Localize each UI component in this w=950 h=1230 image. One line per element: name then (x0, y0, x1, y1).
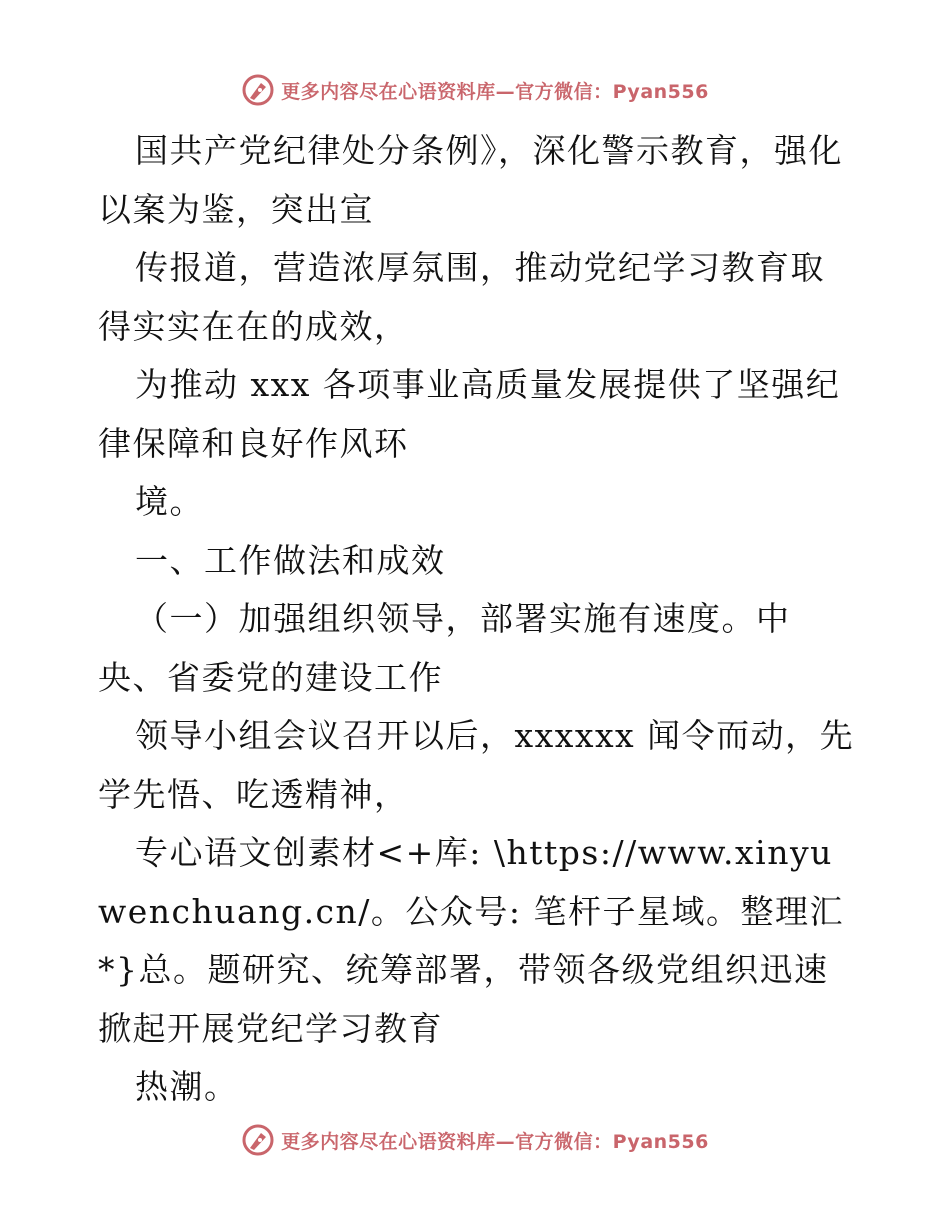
document-body (98, 122, 858, 1117)
paragraph-6: 领导小组会议召开以后，xxxxxx 闻令而动，先学先悟、吃透精神， (98, 716, 855, 814)
pen-nib-circle-icon (241, 1123, 275, 1157)
paragraph-1: 国共产党纪律处分条例》，深化警示教育，强化以案为鉴，突出宣 (98, 131, 843, 229)
paragraph-5: （一）加强组织领导，部署实施有速度。中央、省委党的建设工作 (98, 599, 791, 697)
header-watermark-banner (0, 70, 950, 110)
paragraph-7: 专心语文创素材<+库: \https://www.xinyuwenchuang.cn/。公众号: 笔杆子星域。整理汇*}总。题研究、统筹部署，带领各级党组织迅速掀起开展党纪学习教育 (98, 833, 845, 1048)
paragraph-3: 为推动 xxx 各项事业高质量发展提供了坚强纪律保障和良好作风环 (98, 365, 841, 463)
paragraph-4: 境。 (135, 482, 204, 521)
paragraph-8: 热潮。 (135, 1067, 239, 1106)
header-watermark-text: 更多内容尽在心语资料库—官方微信：Pyan556 (281, 80, 709, 103)
footer-watermark-text: 更多内容尽在心语资料库—官方微信：Pyan556 (281, 1130, 709, 1153)
pen-nib-circle-icon (241, 73, 275, 107)
paragraph-2: 传报道，营造浓厚氛围，推动党纪学习教育取得实实在在的成效， (98, 248, 825, 346)
footer-watermark-banner (0, 1120, 950, 1160)
section-heading: 一、工作做法和成效 (135, 540, 446, 580)
